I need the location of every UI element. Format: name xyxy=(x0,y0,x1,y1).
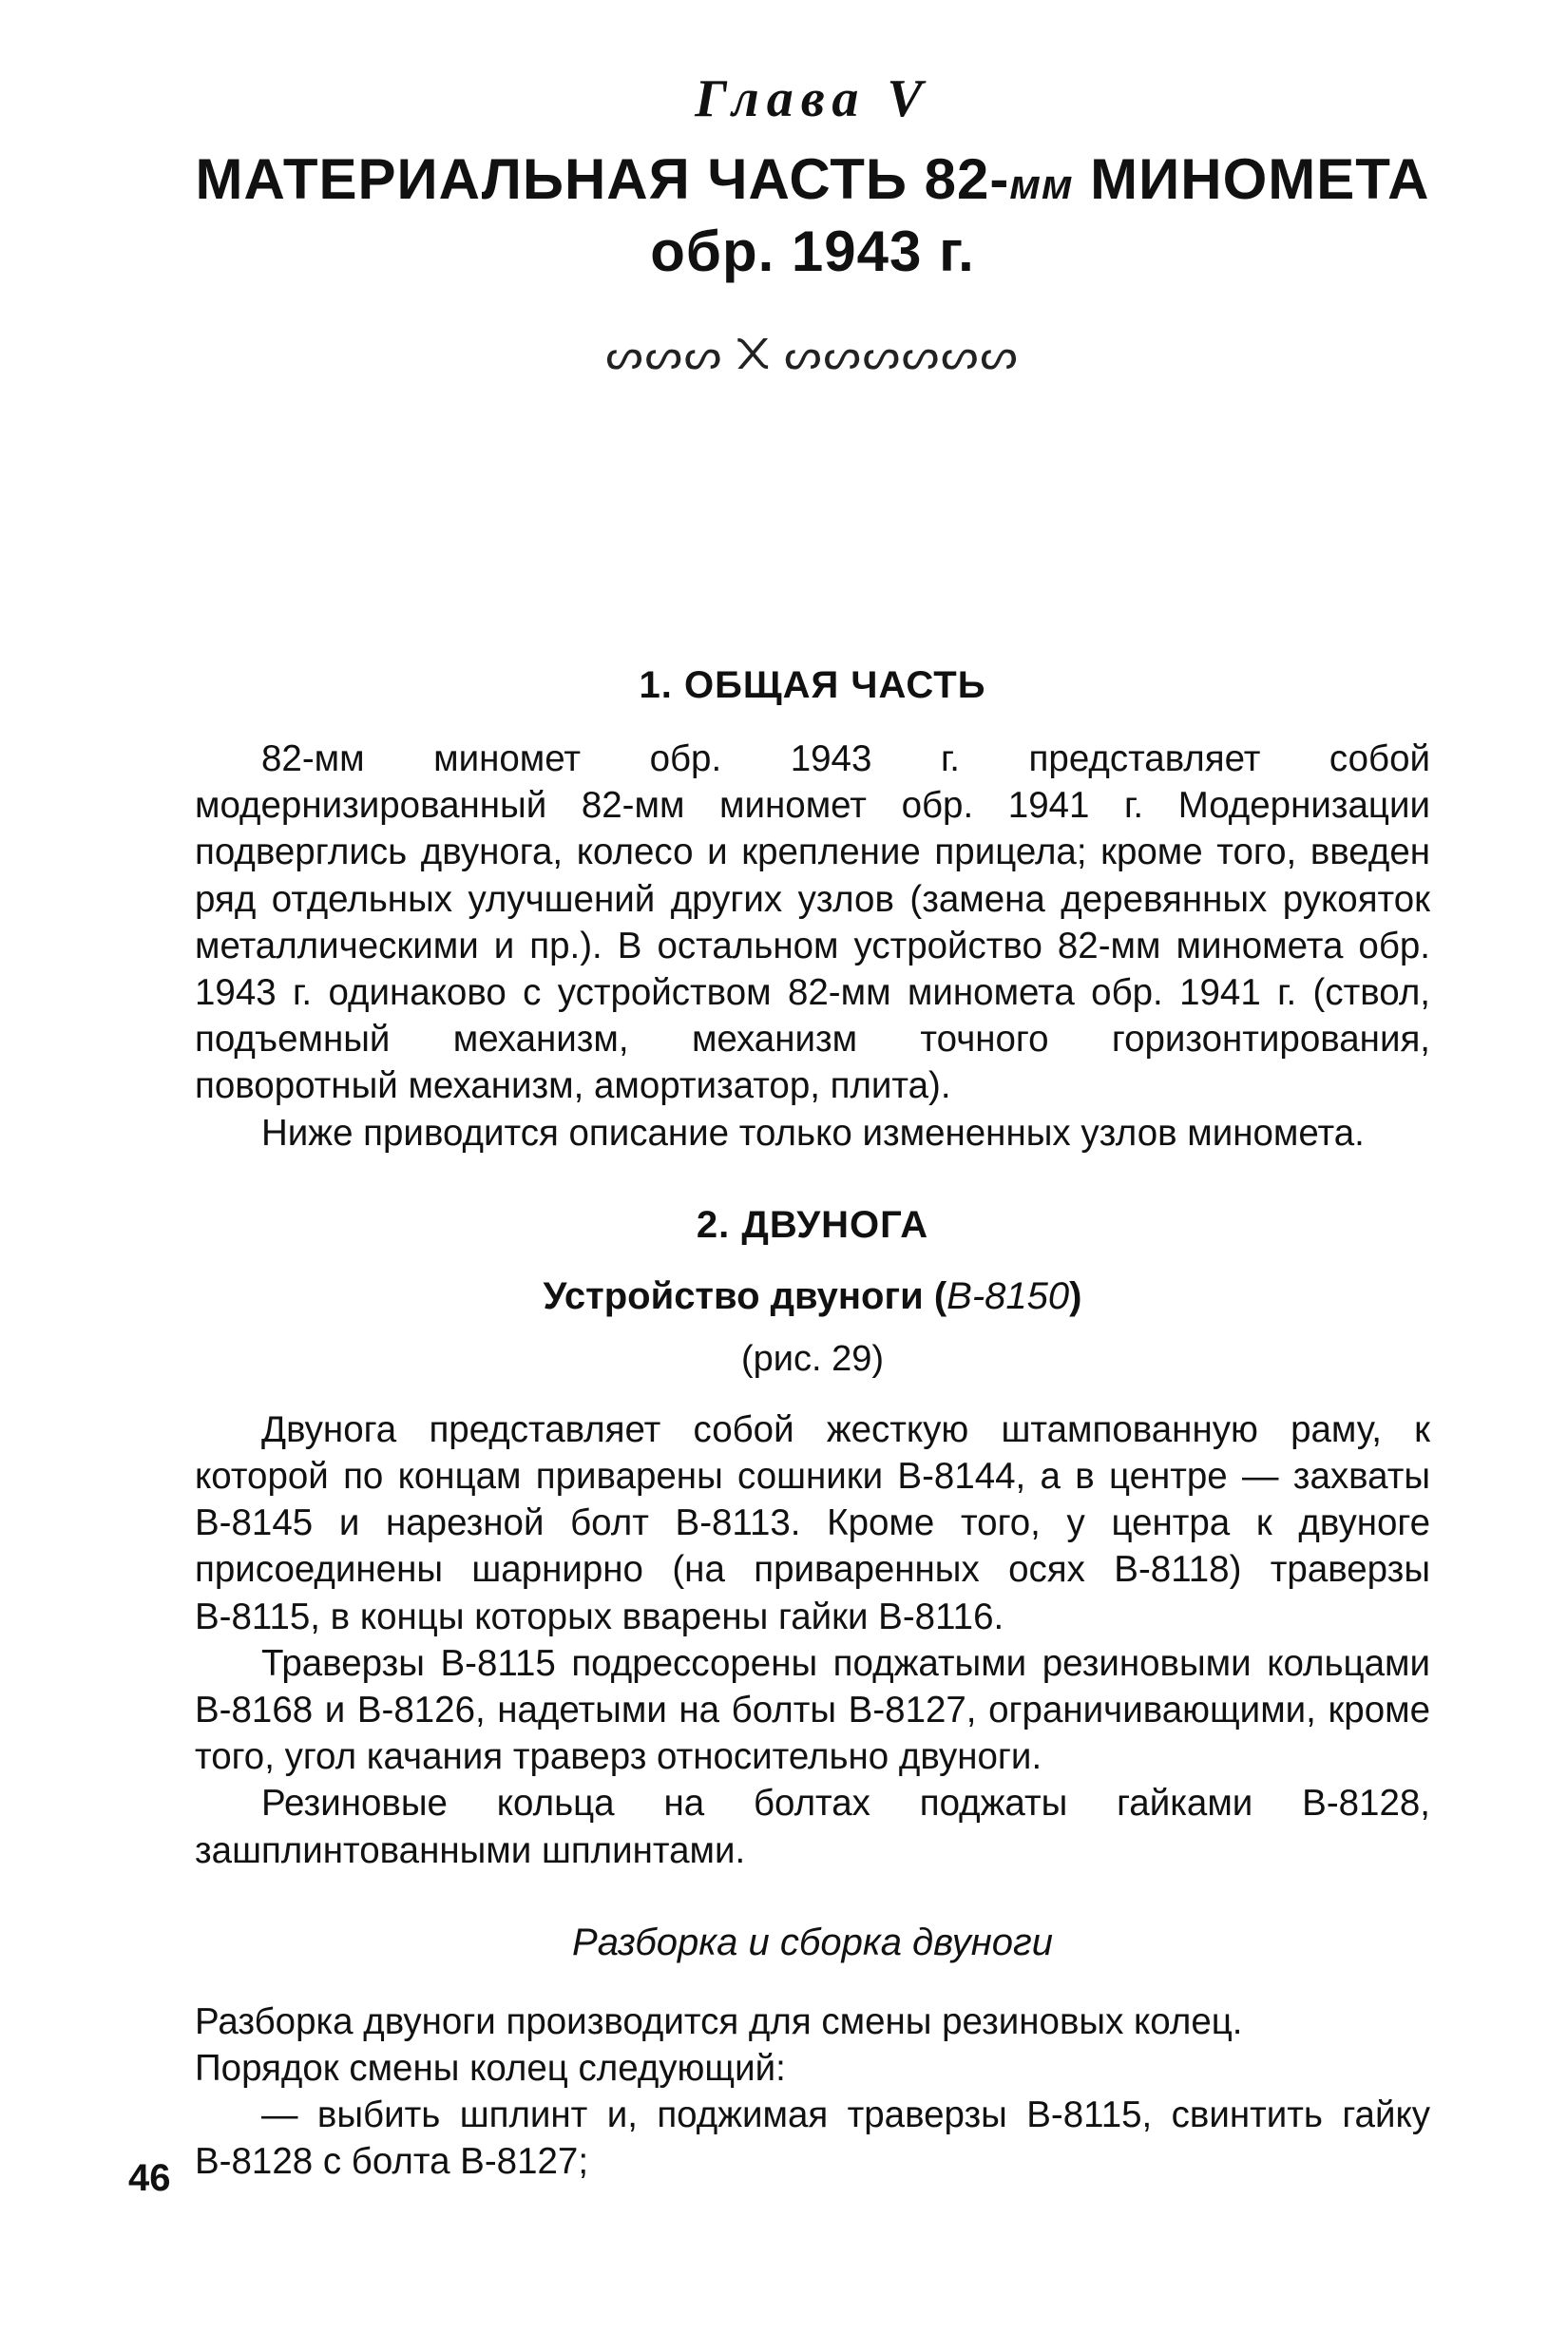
disassembly-step: — выбить шплинт и, поджимая траверзы В-8115, свинтить гайку В-8128 с болта В-8127; xyxy=(195,2094,1430,2183)
ornament-divider: ᔕᔕᔕ ᙭ ᔕᔕᔕᔕᔕᔕ xyxy=(605,332,1020,378)
section2-body xyxy=(195,1406,1430,1874)
disassembly-paragraph: Порядок смены колец следующий: xyxy=(195,2048,786,2090)
title-part-a: МАТЕРИАЛЬНАЯ ЧАСТЬ 82- xyxy=(195,147,1010,211)
chapter-title xyxy=(195,146,1430,285)
page-number: 46 xyxy=(128,2157,171,2199)
subheading-code: В-8150 xyxy=(947,1274,1070,1317)
section2-paragraph: Двунога представляет собой жесткую штампованную раму, к которой по концам приварены сошники В-8144, а в центре — захваты В-8145 и нарезной болт В-8113. Кроме того, у центра к двуноге присоединены шарнирно (на приваренных осях В-8118) траверзы В-8115, в концы которых вварены гайки В-8116. xyxy=(195,1408,1430,1637)
disassembly-body xyxy=(195,1998,1430,2186)
subheading-text: Устройство двуноги ( xyxy=(543,1274,947,1317)
title-part-b: МИНОМЕТА xyxy=(1073,147,1430,211)
subheading-close: ) xyxy=(1069,1274,1082,1317)
section1-heading: 1. ОБЩАЯ ЧАСТЬ xyxy=(639,664,986,706)
title-line2: обр. 1943 г. xyxy=(650,220,975,283)
disassembly-paragraph: Разборка двуноги производится для смены резиновых колец. xyxy=(195,2000,1243,2042)
disassembly-heading: Разборка и сборка двуноги xyxy=(572,1921,1053,1963)
section2-subheading xyxy=(195,1275,1430,1318)
section1-paragraph: 82-мм миномет обр. 1943 г. представляет собой модернизированный 82-мм миномет обр. 1941 г. Модернизации подверглись двунога, колесо и крепление прицела; кроме того, введен ряд отдельных улучшений других узлов (замена деревянных рукояток металлическими и пр.). В остальном устройство 82-мм миномета обр. 1943 г. одинаково с устройством 82-мм миномета обр. 1941 г. (ствол, подъемный механизм, механизм точного горизонтирования, поворотный механизм, амортизатор, плита). xyxy=(195,738,1430,1107)
chapter-label: Глава V xyxy=(695,69,930,128)
section2-paragraph: Траверзы В-8115 подрессорены поджатыми резиновыми кольцами В-8168 и В-8126, надетыми на болты В-8127, ограничивающими, кроме того, угол качания траверз относительно двуноги. xyxy=(195,1642,1430,1778)
section1-body xyxy=(195,736,1430,1157)
page-content xyxy=(195,57,1430,2186)
section1-paragraph: Ниже приводится описание только измененных узлов миномета. xyxy=(261,1112,1365,1154)
section2-heading: 2. ДВУНОГА xyxy=(696,1203,929,1246)
section2-paragraph: Резиновые кольца на болтах поджаты гайками В-8128, зашплинтованными шплинтами. xyxy=(195,1783,1430,1871)
figure-reference: (рис. 29) xyxy=(740,1338,885,1379)
title-unit: мм xyxy=(1009,162,1074,208)
